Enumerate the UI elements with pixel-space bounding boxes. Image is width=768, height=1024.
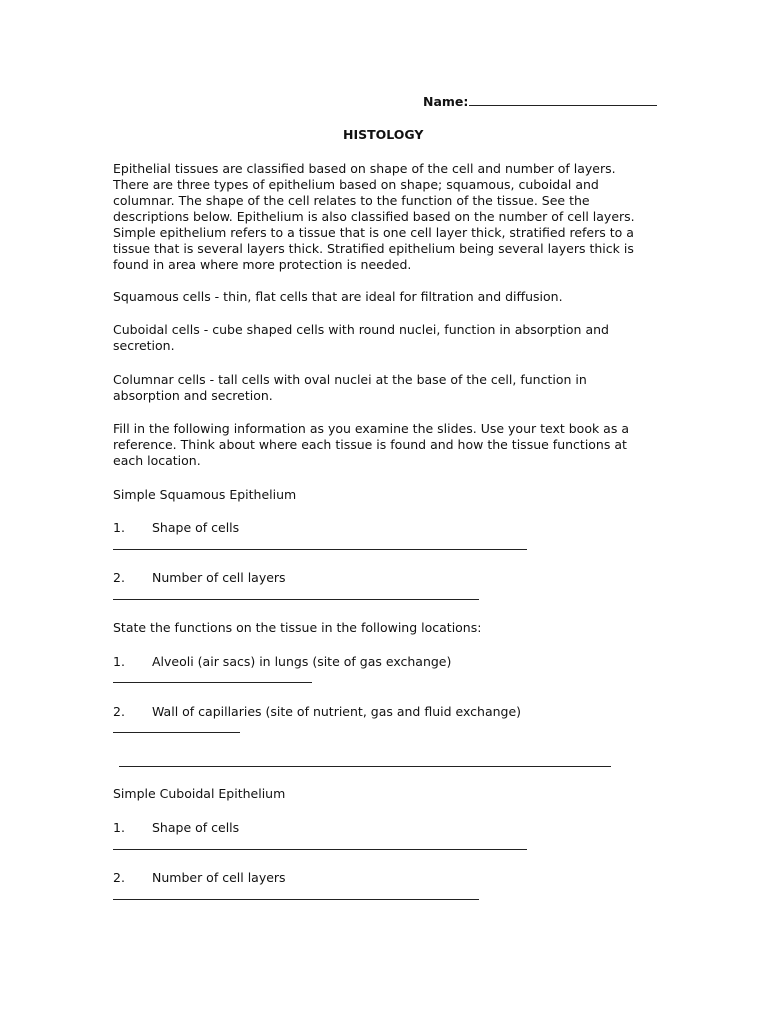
location-number: 1.	[113, 654, 125, 669]
page-title: HISTOLOGY	[343, 127, 424, 142]
instructions-line: each location.	[113, 453, 201, 468]
intro-line: There are three types of epithelium based on shape; squamous, cuboidal and	[113, 177, 599, 192]
instructions-line: reference. Think about where each tissue is found and how the tissue functions at	[113, 437, 627, 452]
intro-line: found in area where more protection is needed.	[113, 257, 412, 272]
intro-line: tissue that is several layers thick. Stratified epithelium being several layers thick is	[113, 241, 634, 256]
location-number: 2.	[113, 704, 125, 719]
location-alveoli: Alveoli (air sacs) in lungs (site of gas exchange)	[152, 654, 452, 669]
squamous-definition	[113, 289, 653, 305]
functions-prompt: State the functions on the tissue in the following locations:	[113, 620, 482, 635]
question-number-of-layers: Number of cell layers	[152, 570, 286, 585]
question-number: 2.	[113, 870, 125, 885]
answer-line-capillaries-continued[interactable]	[119, 766, 611, 767]
question-number: 1.	[113, 520, 125, 535]
answer-line-capillaries[interactable]	[113, 732, 240, 733]
definition-line: absorption and secretion.	[113, 388, 273, 403]
intro-line: Simple epithelium refers to a tissue that is one cell layer thick, stratified refers to a	[113, 225, 634, 240]
intro-paragraph	[113, 161, 653, 273]
question-number-of-layers: Number of cell layers	[152, 870, 286, 885]
section-heading-cuboidal: Simple Cuboidal Epithelium	[113, 786, 286, 801]
name-blank-line	[469, 93, 657, 106]
question-number: 1.	[113, 820, 125, 835]
intro-line: Epithelial tissues are classified based on shape of the cell and number of layers.	[113, 161, 616, 176]
question-shape-of-cells: Shape of cells	[152, 520, 240, 535]
definition-line: Cuboidal cells - cube shaped cells with round nuclei, function in absorption and	[113, 322, 609, 337]
question-number: 2.	[113, 570, 125, 585]
answer-line-layers[interactable]	[113, 899, 479, 900]
intro-line: descriptions below. Epithelium is also classified based on the number of cell layers.	[113, 209, 635, 224]
name-field	[423, 93, 657, 110]
question-shape-of-cells: Shape of cells	[152, 820, 240, 835]
instructions-paragraph	[113, 421, 653, 469]
answer-line-shape[interactable]	[113, 549, 527, 550]
definition-line: Columnar cells - tall cells with oval nuclei at the base of the cell, function in	[113, 372, 587, 387]
name-label: Name:	[423, 94, 469, 109]
instructions-line: Fill in the following information as you examine the slides. Use your text book as a	[113, 421, 629, 436]
location-capillaries: Wall of capillaries (site of nutrient, gas and fluid exchange)	[152, 704, 522, 719]
cuboidal-definition	[113, 322, 653, 354]
answer-line-layers[interactable]	[113, 599, 479, 600]
definition-line: Squamous cells - thin, flat cells that are ideal for filtration and diffusion.	[113, 289, 563, 304]
intro-line: columnar. The shape of the cell relates to the function of the tissue. See the	[113, 193, 590, 208]
answer-line-shape[interactable]	[113, 849, 527, 850]
columnar-definition	[113, 372, 653, 404]
section-heading-squamous: Simple Squamous Epithelium	[113, 487, 297, 502]
definition-line: secretion.	[113, 338, 175, 353]
answer-line-alveoli[interactable]	[113, 682, 312, 683]
